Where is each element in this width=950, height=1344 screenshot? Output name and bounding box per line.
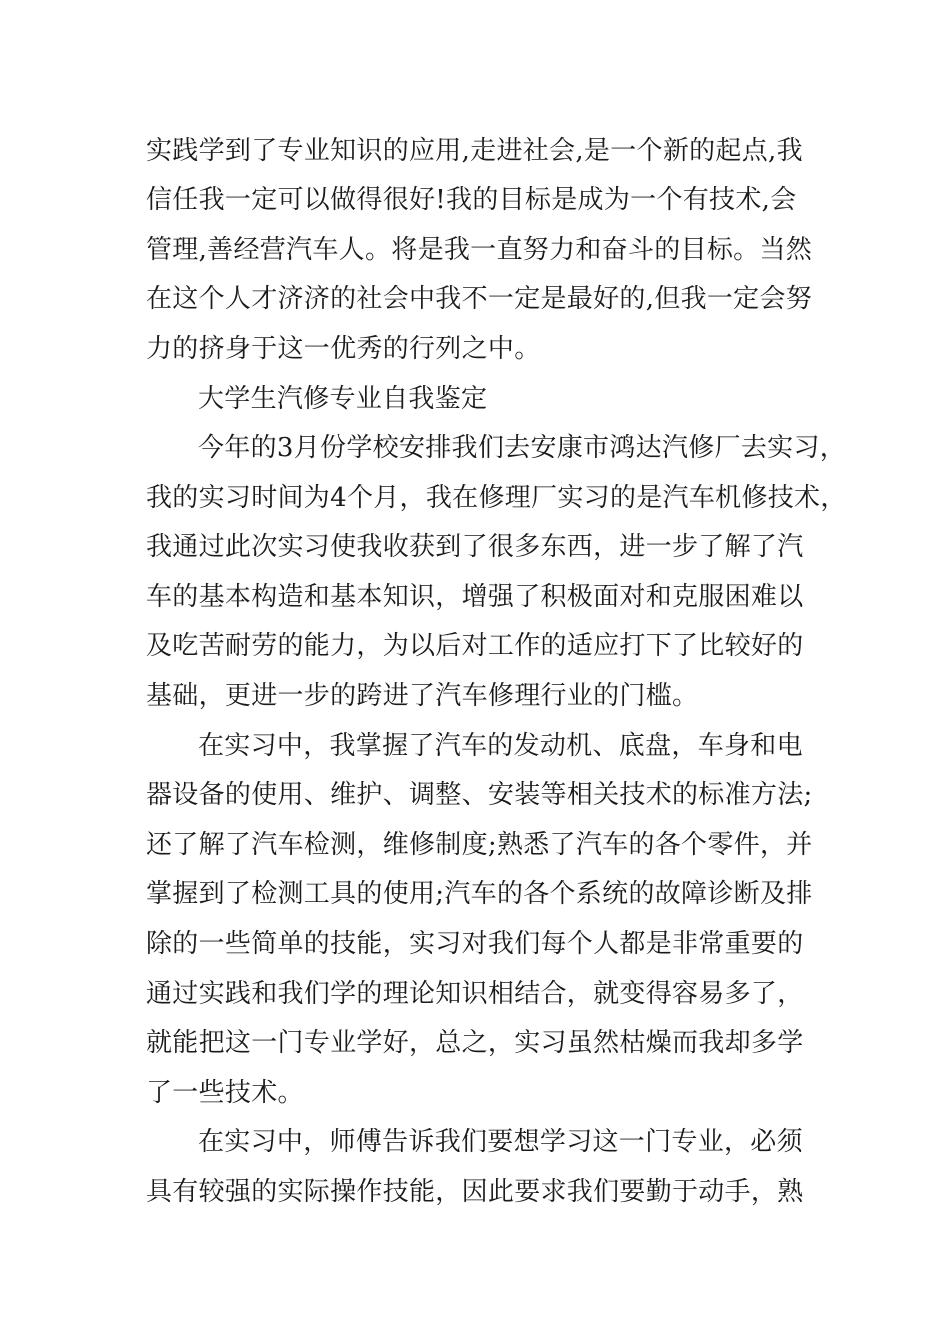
text-line: 管理,善经营汽车人。将是我一直努力和奋斗的目标。当然 bbox=[146, 235, 813, 265]
text-line: 掌握到了检测工具的使用;汽车的各个系统的故障诊断及排 bbox=[146, 879, 813, 909]
text-line: 我的实习时间为4个月，我在修理厂实习的是汽车机修技术， bbox=[146, 483, 847, 513]
text-line: 信任我一定可以做得很好!我的目标是成为一个有技术,会 bbox=[146, 185, 797, 215]
text-line: 除的一些简单的技能，实习对我们每个人都是非常重要的 bbox=[146, 929, 804, 959]
text-line: 具有较强的实际操作技能，因此要求我们要勤于动手，熟 bbox=[146, 1177, 804, 1207]
section-heading: 大学生汽修专业自我鉴定 bbox=[198, 384, 488, 414]
paragraph-start: 在实习中，我掌握了汽车的发动机、底盘，车身和电 bbox=[198, 731, 803, 761]
paragraph-start: 在实习中，师傅告诉我们要想学习这一门专业，必须 bbox=[198, 1127, 803, 1157]
text-line: 力的挤身于这一优秀的行列之中。 bbox=[146, 334, 541, 364]
text-line: 我通过此次实习使我收获到了很多东西，进一步了解了汽 bbox=[146, 532, 804, 562]
text-line: 基础，更进一步的跨进了汽车修理行业的门槛。 bbox=[146, 681, 699, 711]
text-line: 就能把这一门专业学好，总之，实习虽然枯燥而我却多学 bbox=[146, 1028, 804, 1058]
text-line: 还了解了汽车检测，维修制度;熟悉了汽车的各个零件，并 bbox=[146, 830, 813, 860]
text-line: 了一些技术。 bbox=[146, 1078, 304, 1108]
text-line: 车的基本构造和基本知识，增强了积极面对和克服困难以 bbox=[146, 582, 804, 612]
text-line: 通过实践和我们学的理论知识相结合，就变得容易多了， bbox=[146, 979, 804, 1009]
paragraph-start: 今年的3月份学校安排我们去安康市鸿达汽修厂去实习， bbox=[198, 433, 847, 463]
text-line: 在这个人才济济的社会中我不一定是最好的,但我一定会努 bbox=[146, 284, 813, 314]
text-line: 及吃苦耐劳的能力，为以后对工作的适应打下了比较好的 bbox=[146, 631, 804, 661]
text-line: 实践学到了专业知识的应用,走进社会,是一个新的起点,我 bbox=[146, 136, 803, 166]
text-line: 器设备的使用、维护、调整、安装等相关技术的标准方法; bbox=[146, 780, 813, 810]
